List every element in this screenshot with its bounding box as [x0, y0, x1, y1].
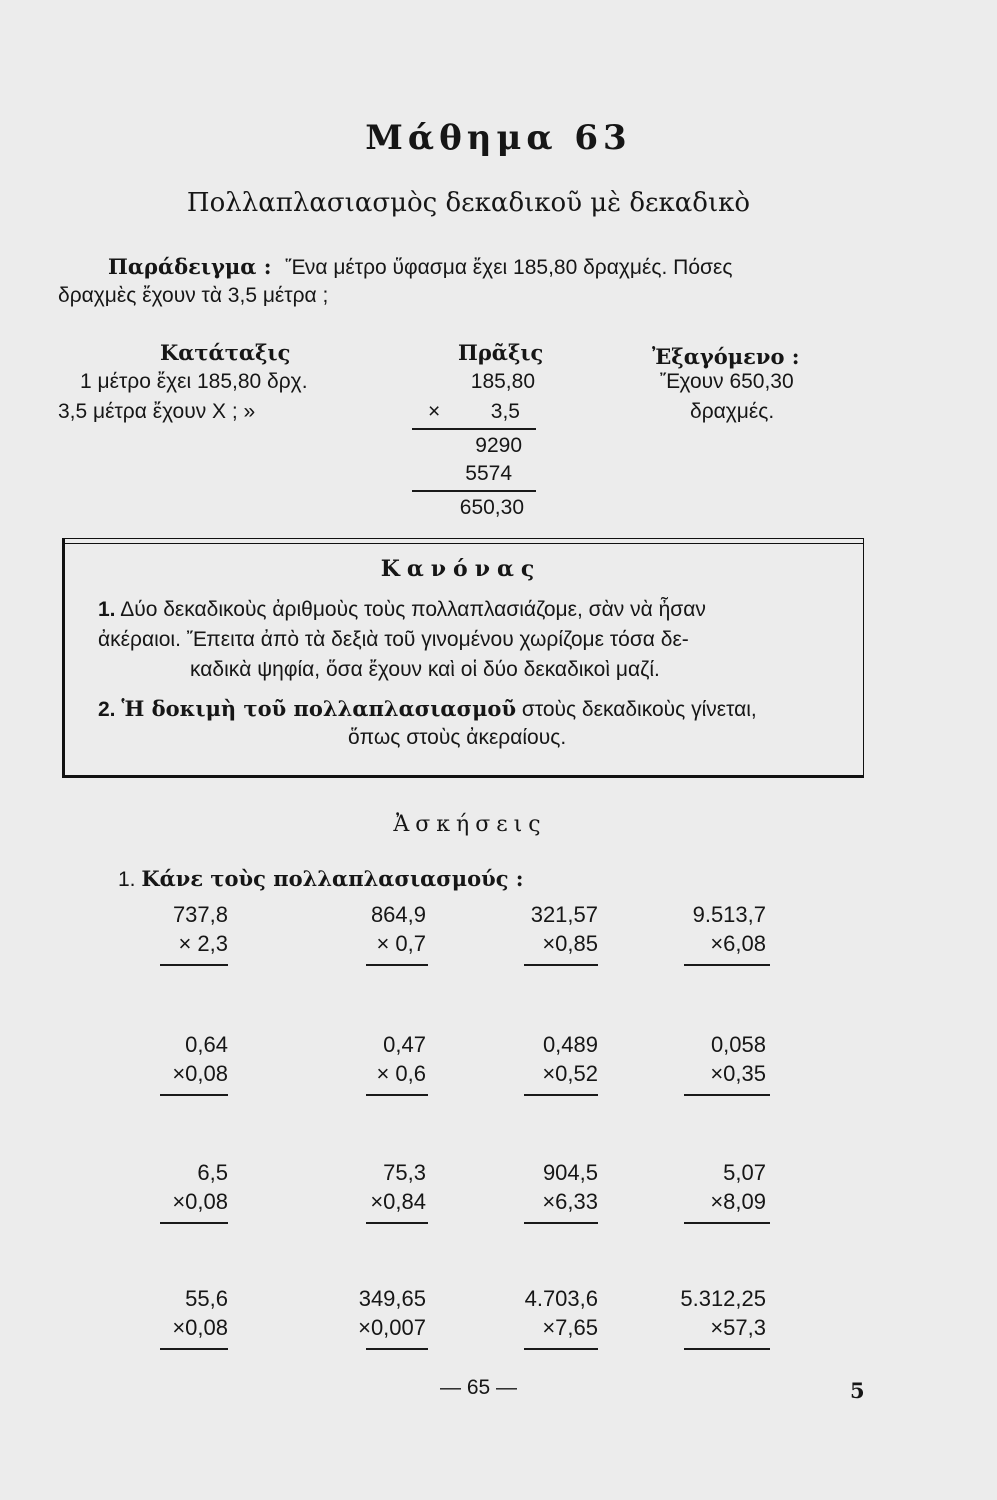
problem-multiplicand: 9.513,7	[692, 902, 766, 927]
outcome-line2: δραχμές.	[690, 400, 775, 423]
problem-multiplier: ×0,85	[542, 931, 598, 956]
problem-multiplicand: 904,5	[542, 1160, 598, 1185]
problem-multiplier: ×0,52	[542, 1061, 598, 1086]
operation-result: 650,30	[459, 496, 524, 519]
problem-underline	[160, 964, 228, 966]
problem-underline	[524, 1222, 598, 1224]
problem-underline	[684, 1094, 770, 1096]
problem-underline	[684, 964, 770, 966]
problem-multiplicand: 0,64	[185, 1032, 228, 1057]
rule-item2-number: 2.	[98, 698, 116, 721]
problem-multiplier: ×7,65	[542, 1315, 598, 1340]
exercise-task-text: Κάνε τοὺς πολλαπλασιασμούς :	[141, 866, 524, 891]
rule-item2-line1	[98, 696, 757, 722]
exercise-task	[118, 866, 524, 892]
problem-underline	[684, 1222, 770, 1224]
example-text-line2: δραχμὲς ἔχουν τὰ 3,5 μέτρα ;	[58, 284, 329, 307]
rule-item1-line2: ἀκέραιοι. Ἔπειτα ἀπὸ τὰ δεξιὰ τοῦ γινομένου χωρίζομε τόσα δε-	[98, 628, 689, 651]
problem-multiplicand: 55,6	[185, 1286, 228, 1311]
outcome-line1: Ἔχουν 650,30	[660, 370, 794, 393]
rule-item2-rest: στοὺς δεκαδικοὺς γίνεται,	[521, 698, 757, 721]
operation-partial1: 9290	[475, 434, 522, 457]
problem-multiplicand: 321,57	[530, 902, 598, 927]
problem-multiplicand: 349,65	[358, 1286, 426, 1311]
rule-item1-number: 1.	[98, 598, 116, 621]
problem-multiplier: × 0,7	[376, 931, 426, 956]
rule-item1-line3: καδικὰ ψηφία, ὅσα ἔχουν καὶ οἱ δύο δεκαδικοὶ μαζί.	[190, 658, 660, 681]
problem-underline	[524, 1094, 598, 1096]
rule-box-top-rule	[65, 543, 863, 544]
problem-multiplier: ×6,08	[710, 931, 766, 956]
problem-underline	[366, 1348, 428, 1350]
operation-line2	[412, 490, 536, 492]
operation-multiplier: 3,5	[490, 400, 520, 423]
problem-multiplicand: 5.312,25	[680, 1286, 766, 1311]
arrangement-row1: 1 μέτρο ἔχει 185,80 δρχ.	[80, 370, 308, 393]
problem-multiplicand: 4.703,6	[524, 1286, 598, 1311]
problem-underline	[160, 1222, 228, 1224]
problem-underline	[524, 1348, 598, 1350]
rule-heading: Κανόνας	[380, 556, 542, 582]
problem-underline	[684, 1348, 770, 1350]
signature-mark: 5	[850, 1378, 865, 1403]
outcome-heading: Ἐξαγόμενο :	[652, 344, 800, 369]
operation-heading: Πρᾶξις	[458, 340, 544, 365]
problem-multiplier: ×0,08	[172, 1189, 228, 1214]
problem-multiplier: × 2,3	[178, 931, 228, 956]
rule-item2-line2: ὅπως στοὺς ἀκεραίους.	[348, 726, 567, 749]
problem-multiplicand: 6,5	[197, 1160, 228, 1185]
example-text-line1: Ἕνα μέτρο ὕφασμα ἔχει 185,80 δραχμές. Πόσες	[285, 256, 733, 279]
example-label: Παράδειγμα :	[108, 254, 272, 279]
problem-multiplier: ×0,007	[358, 1315, 426, 1340]
problem-multiplicand: 75,3	[383, 1160, 426, 1185]
problem-underline	[366, 1222, 428, 1224]
problem-multiplicand: 5,07	[723, 1160, 766, 1185]
problem-underline	[524, 964, 598, 966]
problem-multiplicand: 737,8	[172, 902, 228, 927]
problem-multiplier: ×8,09	[710, 1189, 766, 1214]
problem-multiplier: ×0,08	[172, 1061, 228, 1086]
example-paragraph-line1	[108, 254, 732, 280]
operation-times-sign: ×	[428, 400, 441, 423]
page-number: — 65 —	[440, 1376, 518, 1399]
problem-multiplier: × 0,6	[376, 1061, 426, 1086]
problem-multiplier: ×0,35	[710, 1061, 766, 1086]
problem-underline	[366, 1094, 428, 1096]
arrangement-row2: 3,5 μέτρα ἔχουν Χ ; »	[58, 400, 256, 423]
problem-underline	[160, 1094, 228, 1096]
problem-multiplicand: 0,47	[383, 1032, 426, 1057]
operation-line1	[412, 428, 536, 430]
operation-partial2: 5574	[465, 462, 512, 485]
problem-multiplier: ×0,08	[172, 1315, 228, 1340]
problem-multiplier: ×57,3	[710, 1315, 766, 1340]
problem-multiplicand: 0,489	[542, 1032, 598, 1057]
exercises-heading: Ἀσκήσεις	[393, 812, 547, 837]
problem-underline	[160, 1348, 228, 1350]
rule-item2-bold: Ἡ δοκιμὴ τοῦ πολλαπλασιασμοῦ	[121, 696, 517, 721]
rule-item1-line1	[98, 598, 706, 622]
lesson-title: Μάθημα 63	[365, 118, 632, 158]
problem-multiplicand: 864,9	[370, 902, 426, 927]
lesson-subtitle: Πολλαπλασιασμὸς δεκαδικοῦ μὲ δεκαδικὸ	[186, 188, 751, 218]
problem-multiplier: ×0,84	[370, 1189, 426, 1214]
problem-multiplier: ×6,33	[542, 1189, 598, 1214]
problem-underline	[366, 964, 428, 966]
rule-item1-text1: Δύο δεκαδικοὺς ἀριθμοὺς τοὺς πολλαπλασιάζομε, σὰν νὰ ἦσαν	[120, 598, 706, 621]
arrangement-heading: Κατάταξις	[160, 340, 291, 365]
exercise-task-number: 1.	[118, 868, 136, 891]
operation-multiplicand: 185,80	[470, 370, 535, 393]
problem-multiplicand: 0,058	[710, 1032, 766, 1057]
